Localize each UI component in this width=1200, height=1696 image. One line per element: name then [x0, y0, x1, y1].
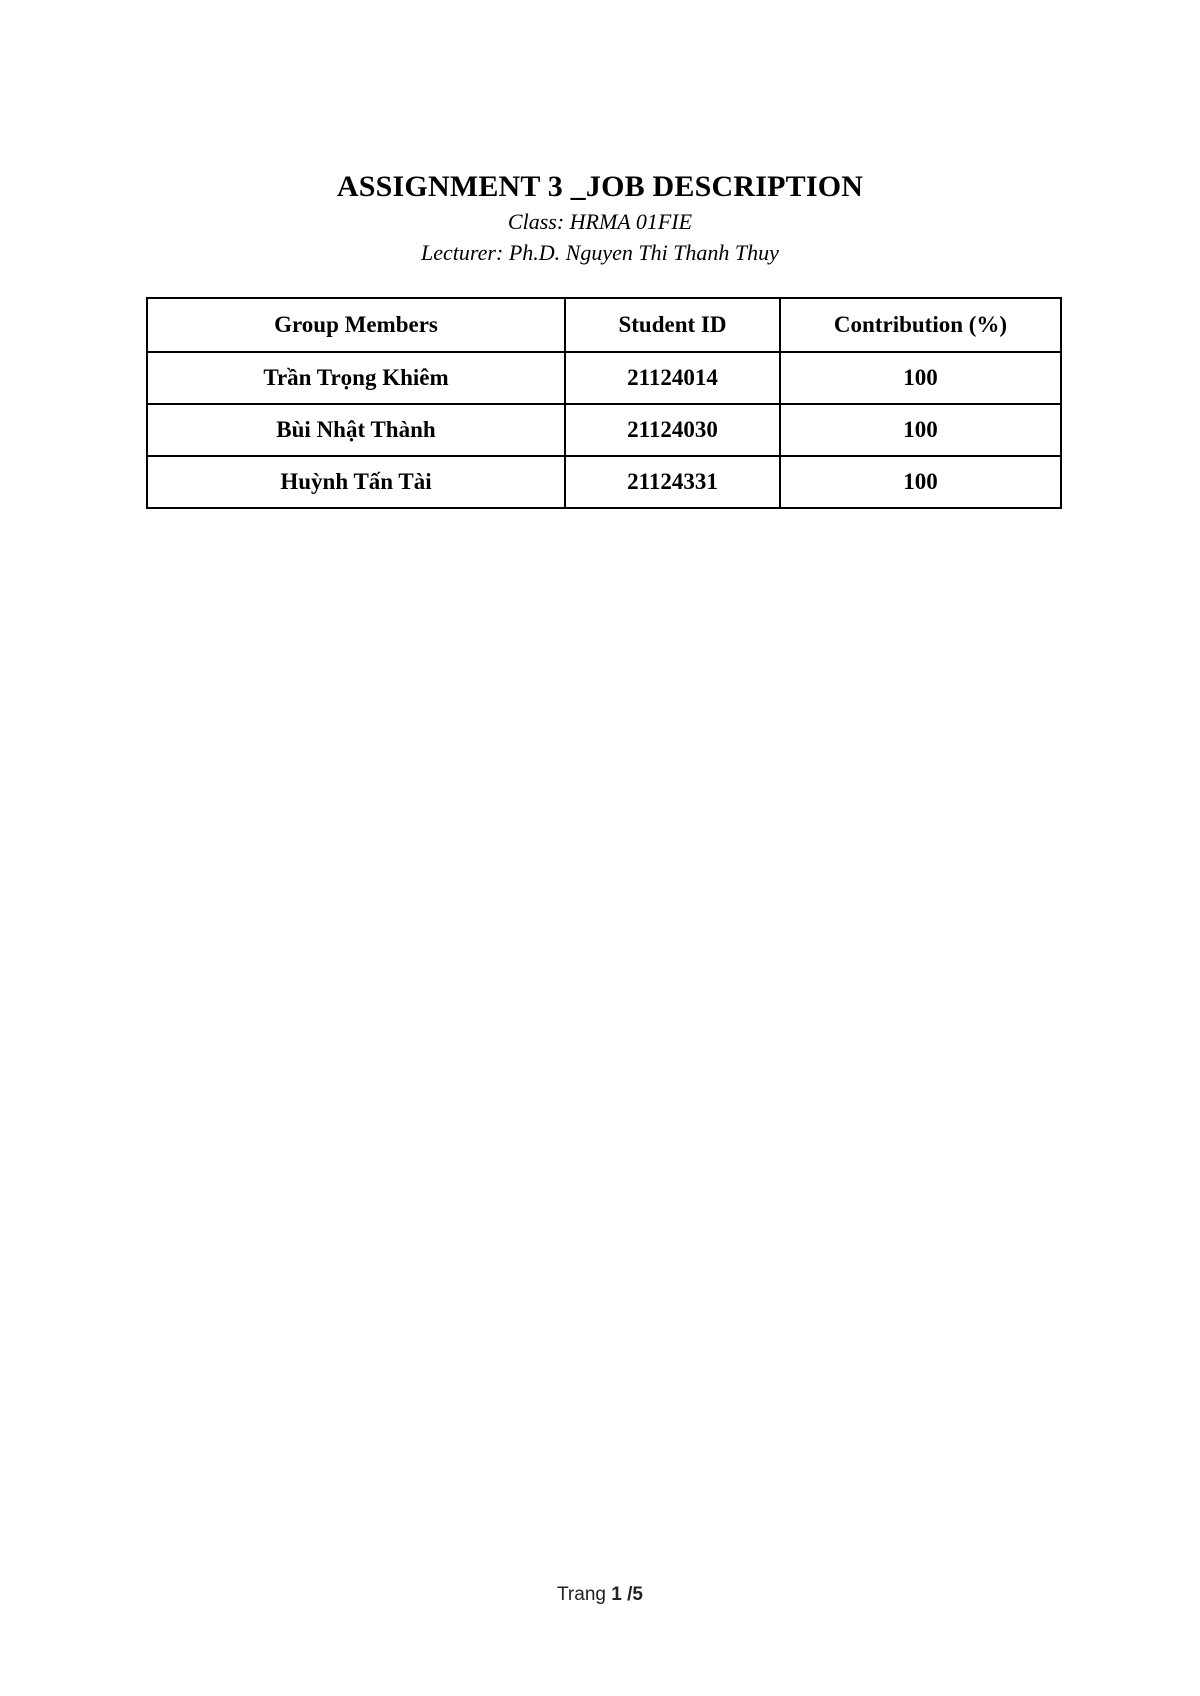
column-header-group-members: Group Members	[147, 298, 565, 352]
table-row	[147, 404, 1061, 456]
page-separator: /	[627, 1584, 633, 1605]
contribution-value: 100	[780, 352, 1061, 404]
class-line: Class: HRMA 01FIE	[507, 209, 693, 234]
student-id: 21124014	[565, 352, 780, 404]
contribution-value: 100	[780, 404, 1061, 456]
document-title: ASSIGNMENT 3 _JOB DESCRIPTION	[336, 170, 864, 203]
member-name: Huỳnh Tấn Tài	[147, 456, 565, 508]
page-footer	[0, 1584, 1200, 1606]
member-name: Trần Trọng Khiêm	[147, 352, 565, 404]
student-id: 21124331	[565, 456, 780, 508]
total-pages-number: 5	[632, 1584, 643, 1605]
page-label: Trang	[557, 1584, 606, 1605]
column-header-student-id: Student ID	[565, 298, 780, 352]
group-members-table	[146, 297, 1062, 509]
current-page-number: 1	[611, 1584, 622, 1605]
table-header-row	[147, 298, 1061, 352]
student-id: 21124030	[565, 404, 780, 456]
document-header	[0, 168, 1200, 268]
lecturer-line: Lecturer: Ph.D. Nguyen Thi Thanh Thuy	[421, 240, 779, 265]
table-row	[147, 352, 1061, 404]
table-row	[147, 456, 1061, 508]
member-name: Bùi Nhật Thành	[147, 404, 565, 456]
contribution-value: 100	[780, 456, 1061, 508]
column-header-contribution: Contribution (%)	[780, 298, 1061, 352]
